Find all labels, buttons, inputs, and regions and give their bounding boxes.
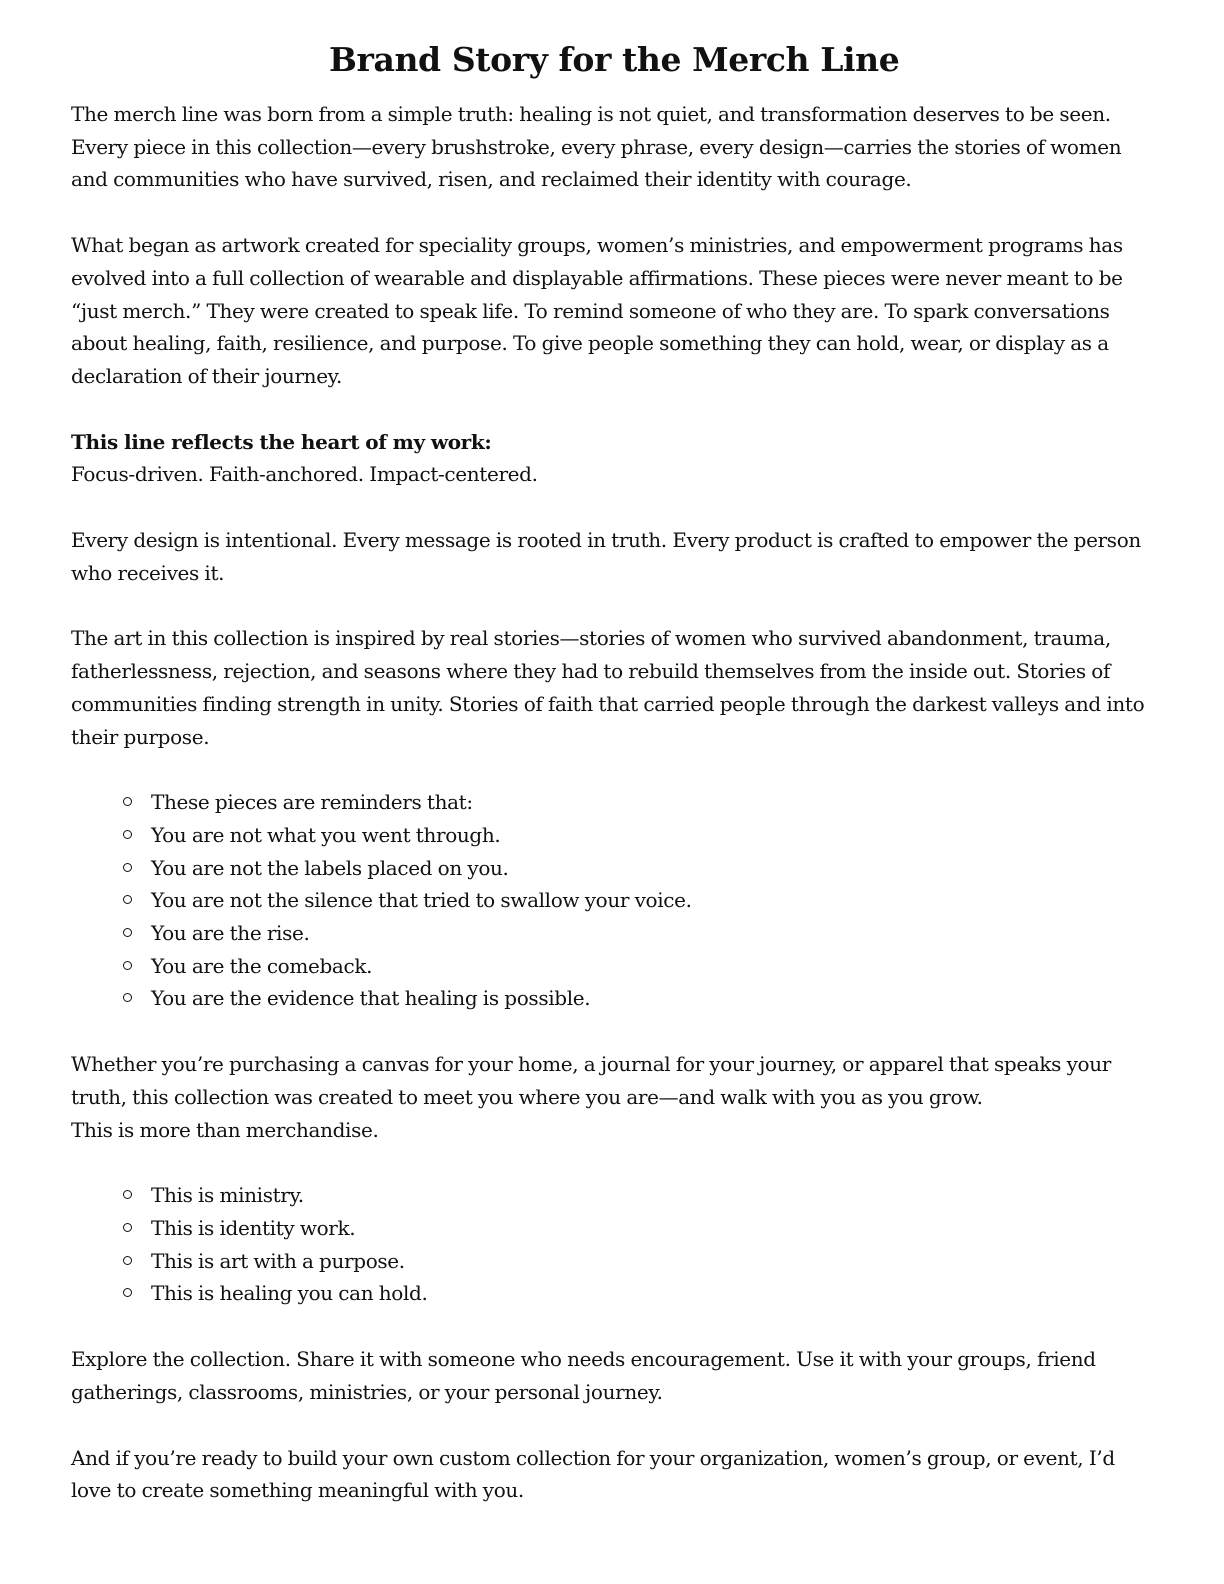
circle-bullet-icon — [123, 863, 132, 872]
circle-bullet-icon — [123, 1190, 132, 1199]
list-item: These pieces are reminders that: — [151, 786, 1151, 819]
closing-paragraph: And if you’re ready to build your own custom collection for your organization, women’s group, or event, I’d love to create something meaningful with you. — [71, 1445, 1115, 1503]
document-title: Brand Story for the Merch Line — [329, 40, 900, 79]
circle-bullet-icon — [123, 1223, 132, 1232]
list-item: This is ministry. — [151, 1179, 1151, 1212]
list-item: You are not the silence that tried to swallow your voice. — [151, 884, 1151, 917]
inspiration-paragraph: The art in this collection is inspired by real stories—stories of women who survived abandonment, trauma, fatherlessness, rejection, and seasons where they had to rebuild themselves from the inside out. Stories of communities finding strength in unity. Stories of faith that carried people through the darkest valleys and into their purpose. — [71, 626, 1145, 749]
list-item: You are not the labels placed on you. — [151, 852, 1151, 885]
purchase-text: Whether you’re purchasing a canvas for your home, a journal for your journey, or apparel that speaks your truth, this collection was created to meet you where you are—and walk with you as you grow. — [71, 1052, 1111, 1109]
circle-bullet-icon — [123, 830, 132, 839]
list-item: You are the comeback. — [151, 950, 1151, 983]
circle-bullet-icon — [123, 961, 132, 970]
heart-tagline: Focus-driven. Faith-anchored. Impact-centered. — [71, 462, 538, 487]
more-than-merch-text: This is more than merchandise. — [71, 1117, 379, 1142]
list-item: This is healing you can hold. — [151, 1277, 1151, 1310]
heart-paragraph — [71, 426, 1151, 491]
list-item: You are not what you went through. — [151, 819, 1151, 852]
this-is-list — [71, 1179, 1151, 1310]
list-item: This is identity work. — [151, 1212, 1151, 1245]
purchase-paragraph — [71, 1048, 1151, 1146]
circle-bullet-icon — [123, 1288, 132, 1297]
heart-heading: This line reflects the heart of my work: — [71, 429, 492, 454]
explore-paragraph: Explore the collection. Share it with someone who needs encouragement. Use it with your groups, friend gatherings, classrooms, ministries, or your personal journey. — [71, 1347, 1096, 1404]
origin-paragraph: What began as artwork created for speciality groups, women’s ministries, and empowerment programs has evolved into a full collection of wearable and displayable affirmations. These pieces were never meant to be “just merch.” They were created to speak life. To remind someone of who they are. To spark conversations about healing, faith, resilience, and purpose. To give people something they can hold, wear, or display as a declaration of their journey. — [71, 233, 1123, 388]
circle-bullet-icon — [123, 797, 132, 806]
list-item: This is art with a purpose. — [151, 1245, 1151, 1278]
document-page — [71, 36, 1151, 1507]
intentional-paragraph: Every design is intentional. Every message is rooted in truth. Every product is crafted to empower the person who receives it. — [71, 528, 1141, 585]
circle-bullet-icon — [123, 895, 132, 904]
circle-bullet-icon — [123, 928, 132, 937]
circle-bullet-icon — [123, 1256, 132, 1265]
intro-paragraph: The merch line was born from a simple truth: healing is not quiet, and transformation deserves to be seen. Every piece in this collection—every brushstroke, every phrase, every design—carries the stories of women and communities who have survived, risen, and reclaimed their identity with courage. — [71, 102, 1122, 192]
circle-bullet-icon — [123, 993, 132, 1002]
reminders-list — [71, 786, 1151, 1015]
list-item: You are the evidence that healing is possible. — [151, 982, 1151, 1015]
list-item: You are the rise. — [151, 917, 1151, 950]
